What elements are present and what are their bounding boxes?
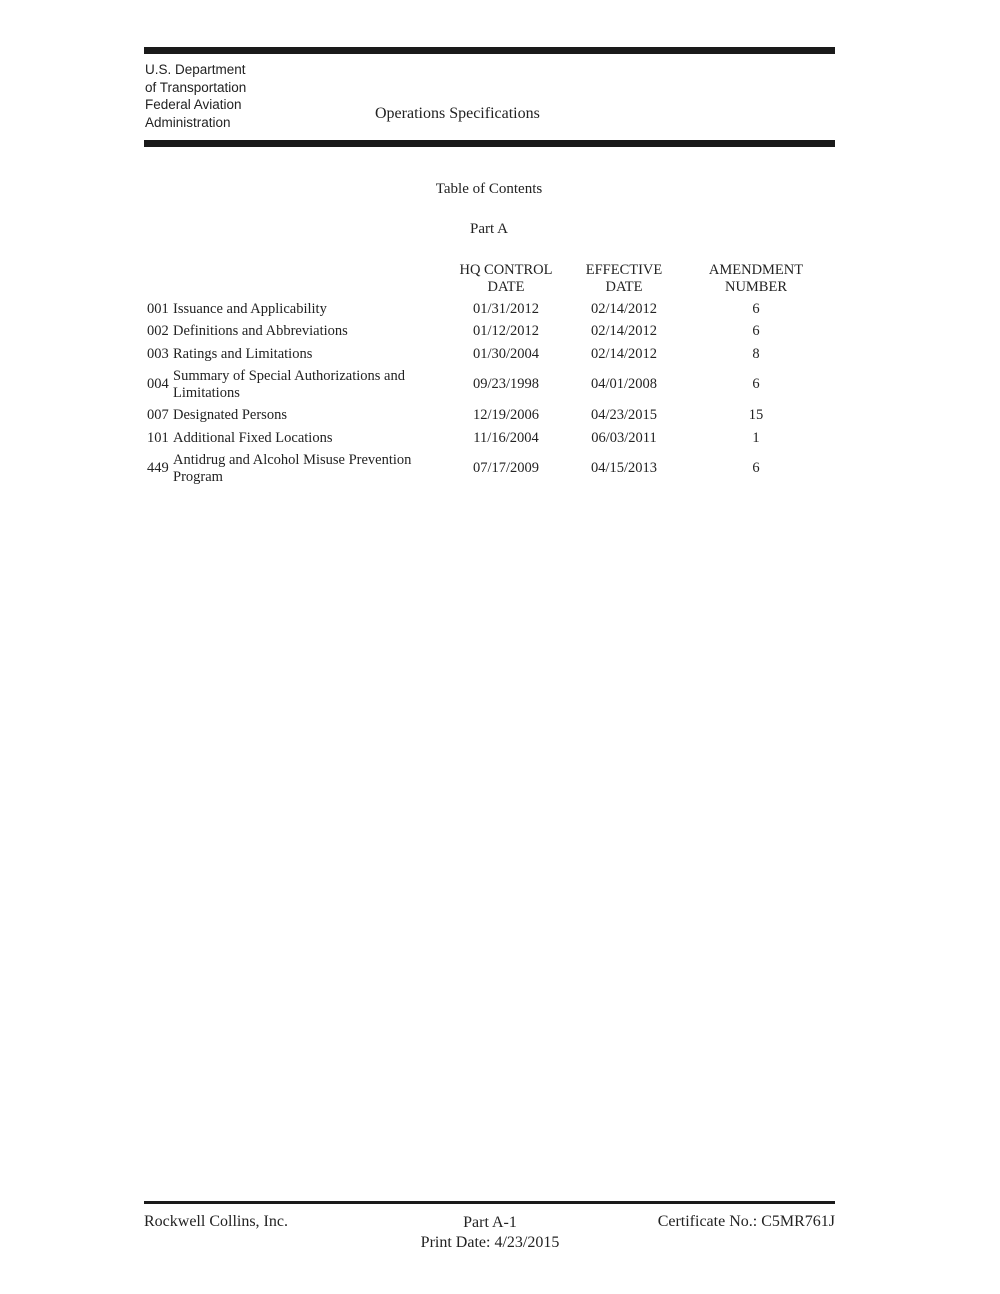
amendment-number: 8	[752, 346, 760, 362]
section-title: Additional Fixed Locations	[173, 430, 333, 446]
column-header-line: AMENDMENT	[708, 262, 804, 278]
amendment-number: 6	[752, 460, 760, 476]
section-title: Designated Persons	[173, 407, 287, 423]
effective-date: 04/23/2015	[590, 407, 658, 423]
effective-date: 04/15/2013	[590, 460, 658, 476]
column-header-hq-control-date	[446, 262, 566, 296]
footer-company: Rockwell Collins, Inc.	[144, 1213, 288, 1230]
page-number: Part A-1	[463, 1214, 517, 1231]
footer-rule	[144, 1201, 835, 1204]
header-bottom-rule	[144, 140, 835, 147]
print-date: Print Date: 4/23/2015	[420, 1234, 560, 1251]
agency-line: Administration	[145, 114, 231, 130]
amendment-number: 6	[752, 376, 760, 392]
amendment-number: 15	[748, 407, 764, 423]
hq-control-date: 01/12/2012	[472, 323, 540, 339]
agency-line: U.S. Department	[145, 62, 246, 77]
column-header-effective-date	[564, 262, 684, 296]
toc-title: Table of Contents	[435, 181, 543, 197]
amendment-number: 6	[752, 323, 760, 339]
agency-line: of Transportation	[145, 79, 247, 95]
section-number: 003	[147, 346, 169, 362]
column-header-line: HQ CONTROL	[459, 262, 553, 278]
column-header-line: NUMBER	[724, 279, 788, 295]
section-title: Summary of Special Authorizations and Limitations	[173, 368, 405, 401]
column-header-line: DATE	[487, 279, 525, 295]
section-number: 002	[147, 323, 169, 339]
section-number: 004	[147, 376, 169, 392]
section-title: Ratings and Limitations	[173, 346, 313, 362]
section-title: Antidrug and Alcohol Misuse Prevention Program	[173, 452, 412, 485]
agency-line: Federal Aviation	[145, 97, 242, 112]
effective-date: 02/14/2012	[590, 301, 658, 317]
hq-control-date: 12/19/2006	[472, 407, 540, 423]
hq-control-date: 11/16/2004	[473, 430, 539, 446]
amendment-number: 1	[752, 430, 760, 446]
footer-page-info	[390, 1213, 590, 1253]
section-number: 449	[147, 460, 169, 476]
hq-control-date: 01/31/2012	[472, 301, 540, 317]
section-title: Issuance and Applicability	[173, 301, 327, 317]
section-number: 007	[147, 407, 169, 423]
document-title: Operations Specifications	[375, 105, 540, 122]
section-title: Definitions and Abbreviations	[173, 323, 348, 339]
hq-control-date: 07/17/2009	[472, 460, 540, 476]
section-number: 001	[147, 301, 169, 317]
hq-control-date: 01/30/2004	[472, 346, 540, 362]
column-header-line: EFFECTIVE	[585, 262, 663, 278]
effective-date: 02/14/2012	[590, 323, 658, 339]
section-number: 101	[147, 430, 169, 446]
amendment-number: 6	[752, 301, 760, 317]
part-title: Part A	[470, 221, 508, 237]
effective-date: 04/01/2008	[590, 376, 658, 392]
footer-certificate: Certificate No.: C5MR761J	[657, 1213, 835, 1230]
agency-name	[145, 61, 246, 131]
effective-date: 06/03/2011	[591, 430, 657, 446]
effective-date: 02/14/2012	[590, 346, 658, 362]
column-header-amendment-number	[696, 262, 816, 296]
column-header-line: DATE	[605, 279, 643, 295]
header-top-rule	[144, 47, 835, 54]
hq-control-date: 09/23/1998	[472, 376, 540, 392]
